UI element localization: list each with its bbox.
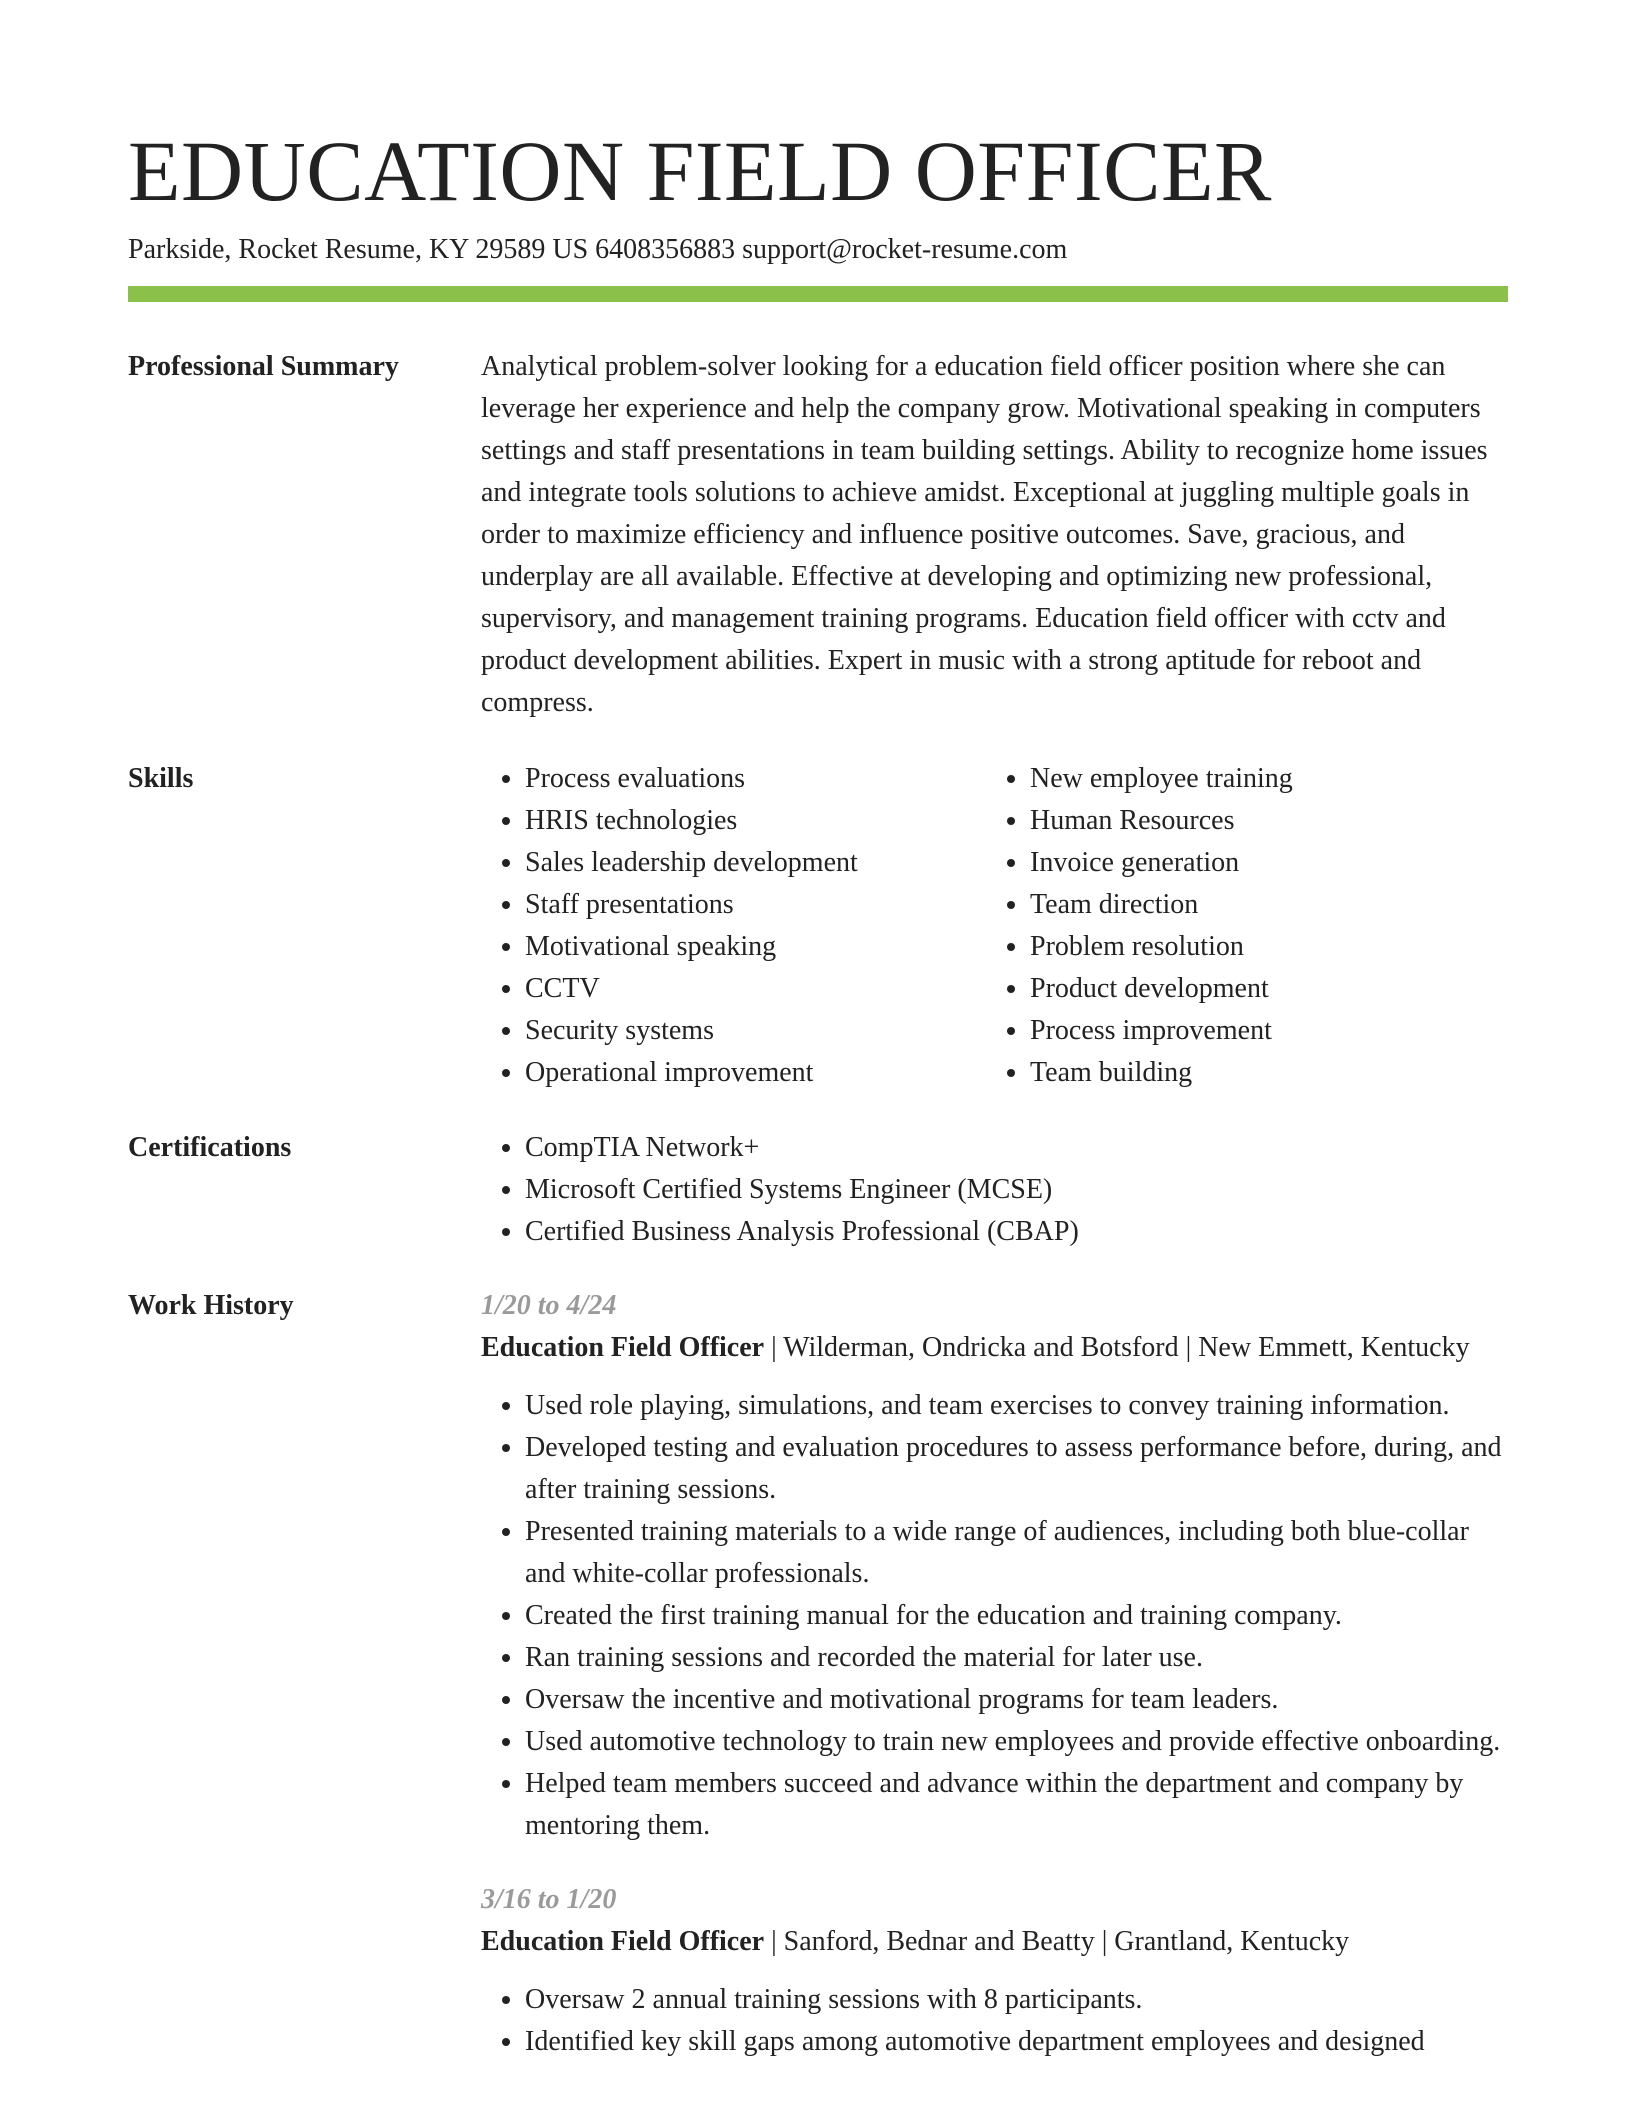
- job-employer-location: | Sanford, Bednar and Beatty | Grantland, Kentucky: [764, 1926, 1350, 1957]
- skill-item: • Process improvement: [1030, 1010, 1491, 1052]
- skills-list-left: [481, 758, 986, 1094]
- skill-item: • Operational improvement: [525, 1052, 986, 1094]
- skill-item: • CCTV: [525, 968, 986, 1010]
- skill-item: • Human Resources: [1030, 800, 1491, 842]
- job-duty: • Ran training sessions and recorded the material for later use.: [525, 1637, 1508, 1679]
- job-entry: [481, 1285, 1508, 1847]
- skill-item: • Process evaluations: [525, 758, 986, 800]
- summary-body: [481, 346, 1508, 724]
- job-duties-list: [481, 1385, 1508, 1847]
- summary-heading: Professional Summary: [128, 351, 399, 382]
- skills-heading: Skills: [128, 763, 194, 794]
- job-duty: • Presented training materials to a wide range of audiences, including both blue-collar and white-collar professionals.: [525, 1511, 1508, 1595]
- certifications-heading: Certifications: [128, 1132, 292, 1163]
- job-heading: [481, 1921, 1508, 1963]
- skill-item: • Team building: [1030, 1052, 1491, 1094]
- job-heading: [481, 1327, 1508, 1369]
- skill-item: • Product development: [1030, 968, 1491, 1010]
- job-duty: • Helped team members succeed and advance within the department and company by mentoring them.: [525, 1763, 1508, 1847]
- job-title: Education Field Officer: [481, 1926, 765, 1957]
- skill-item: • Problem resolution: [1030, 926, 1491, 968]
- job-entry: [481, 1879, 1508, 2063]
- skill-item: • Motivational speaking: [525, 926, 986, 968]
- summary-text: Analytical problem-solver looking for a education field officer position where she can leverage her experience and help the company grow. Motivational speaking in computers settings and staff presentations in team building settings. Ability to recognize home issues and integrate tools solutions to achieve amidst. Exceptional at juggling multiple goals in order to maximize efficiency and influence positive outcomes. Save, gracious, and underplay are all available. Effective at developing and optimizing new professional, supervisory, and management training programs. Education field officer with cctv and product development abilities. Expert in music with a strong aptitude for reboot and compress.: [481, 351, 1488, 718]
- job-dates: 1/20 to 4/24: [481, 1290, 617, 1321]
- header-divider: [128, 286, 1508, 302]
- job-duty: • Created the first training manual for the education and training company.: [525, 1595, 1508, 1637]
- skill-item: • Team direction: [1030, 884, 1491, 926]
- job-duties-list: [481, 1979, 1508, 2063]
- job-dates: 3/16 to 1/20: [481, 1884, 617, 1915]
- skill-item: • Staff presentations: [525, 884, 986, 926]
- skills-body: [481, 758, 1508, 1094]
- job-duty: • Developed testing and evaluation procedures to assess performance before, during, and after training sessions.: [525, 1427, 1508, 1511]
- certification-item: • Certified Business Analysis Professional (CBAP): [525, 1211, 1508, 1253]
- job-duty: • Used role playing, simulations, and team exercises to convey training information.: [525, 1385, 1508, 1427]
- certification-item: • Microsoft Certified Systems Engineer (MCSE): [525, 1169, 1508, 1211]
- job-duty: • Used automotive technology to train new employees and provide effective onboarding.: [525, 1721, 1508, 1763]
- job-duty: • Identified key skill gaps among automotive department employees and designed: [525, 2021, 1508, 2063]
- work-history-body: [481, 1285, 1508, 2095]
- skills-list-right: [986, 758, 1491, 1094]
- job-title: Education Field Officer: [481, 1332, 765, 1363]
- work-history-heading: Work History: [128, 1290, 294, 1321]
- certifications-list: [481, 1127, 1508, 1253]
- job-duty: • Oversaw 2 annual training sessions with 8 participants.: [525, 1979, 1508, 2021]
- certification-item: • CompTIA Network+: [525, 1127, 1508, 1169]
- skill-item: • New employee training: [1030, 758, 1491, 800]
- job-duty: • Oversaw the incentive and motivational programs for team leaders.: [525, 1679, 1508, 1721]
- contact-info: Parkside, Rocket Resume, KY 29589 US 6408356883 support@rocket-resume.com: [128, 234, 1068, 265]
- job-employer-location: | Wilderman, Ondricka and Botsford | New Emmett, Kentucky: [764, 1332, 1470, 1363]
- skill-item: • HRIS technologies: [525, 800, 986, 842]
- certifications-body: [481, 1127, 1508, 1253]
- candidate-name: EDUCATION FIELD OFFICER: [128, 123, 1272, 219]
- skill-item: • Sales leadership development: [525, 842, 986, 884]
- skill-item: • Security systems: [525, 1010, 986, 1052]
- skill-item: • Invoice generation: [1030, 842, 1491, 884]
